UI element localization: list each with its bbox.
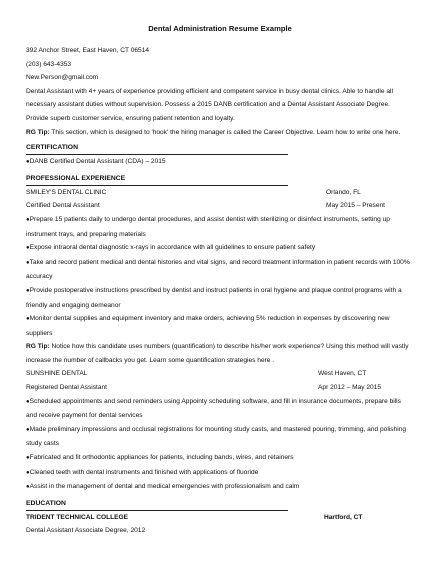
job-location: Orlando, FL: [326, 188, 361, 196]
job-header: [26, 367, 414, 381]
summary-paragraph: Dental Assistant with 4+ years of experience providing efficient and competent service in busy dental clinics. Able to handle all necessary assistant duties without supervision. Possess a 2015 DANB certification and a Dental Assistant Associate Degree. Provide superb customer service, ensuring patient retention and loyalty.: [26, 87, 393, 122]
job-dates: Apr 2012 – May 2015: [318, 384, 382, 392]
bullet-icon: ●: [26, 316, 30, 323]
bullet-icon: ●: [26, 216, 30, 223]
job-role: Registered Dental Assistant: [26, 384, 107, 392]
bullet-icon: ●: [26, 398, 30, 405]
education-header: [26, 511, 414, 525]
job-bullet: Scheduled appointments and send reminders using Appointy scheduling software, and fill in insurance documents, prepare bills and receive payment for dental services: [26, 397, 401, 420]
bullet-icon: ●: [26, 426, 30, 433]
section-heading-experience: PROFESSIONAL EXPERIENCE: [26, 173, 288, 186]
job-bullet: Cleaned teeth with dental instruments and finished with applications of fluoride: [29, 468, 259, 476]
list-item: [26, 312, 414, 340]
contact-phone: (203) 643-4353: [26, 60, 72, 68]
job-header: [26, 186, 414, 200]
document-title: Dental Administration Resume Example: [148, 24, 292, 33]
employer-name: SMILEY'S DENTAL CLINIC: [26, 188, 107, 196]
job-role-row: [26, 381, 414, 395]
bullet-icon: ●: [26, 484, 30, 491]
tip-label: RG Tip:: [26, 128, 50, 136]
bullet-icon: ●: [26, 287, 30, 294]
job-location: West Haven, CT: [318, 370, 367, 378]
list-item: [26, 423, 414, 451]
contact-email: New.Person@gmail.com: [26, 74, 99, 82]
job-bullet: Assist in the management of dental and medical emergencies with professionalism and calm: [29, 483, 300, 491]
certification-item: DANB Certified Dental Assistant (CDA) – 2015: [29, 158, 166, 166]
bullet-icon: ●: [26, 259, 30, 266]
bullet-icon: ●: [26, 455, 30, 462]
employer-name: SUNSHINE DENTAL: [26, 370, 88, 378]
bullet-icon: ●: [26, 469, 30, 476]
section-heading-education: EDUCATION: [26, 498, 288, 511]
job-role-row: [26, 199, 414, 213]
job-bullet: Take and record patient medical and dental histories and vital signs, and record treatment information in patient records with 100% accuracy: [26, 258, 410, 281]
job-bullet: Expose intraoral dental diagnostic x-rays in accordance with all guidelines to ensure patient safety: [29, 244, 316, 252]
tip-quantification: [26, 340, 414, 367]
job-bullet: Made preliminary impressions and occlusal registrations for mounting study casts, and mastered pouring, trimming, and polishing study casts: [26, 425, 407, 448]
school-location: Hartford, CT: [324, 513, 363, 521]
school-name: TRIDENT TECHNICAL COLLEGE: [26, 513, 129, 521]
list-item: [26, 395, 414, 423]
list-item: [26, 451, 414, 466]
tip-career-objective: [26, 126, 414, 140]
degree: Dental Assistant Associate Degree, 2012: [26, 527, 146, 535]
list-item: [26, 241, 414, 256]
contact-address: 392 Anchor Street, East Haven, CT 06514: [26, 47, 150, 54]
job-bullet: Provide postoperative instructions prescribed by dentist and instruct patients in oral hygiene and plaque control programs with a friendly and engaging demeanor: [26, 286, 402, 309]
list-item: [26, 480, 414, 495]
tip-label: RG Tip:: [26, 343, 50, 351]
tip-text: Notice how this candidate uses numbers (quantification) to describe his/her work experience? Using this method will vastly increase the number of callbacks you get. Learn some quantification strategies here .: [26, 343, 409, 364]
list-item: [26, 466, 414, 481]
job-dates: May 2015 – Present: [326, 202, 386, 210]
section-heading-certification: CERTIFICATION: [26, 142, 288, 155]
bullet-icon: ●: [26, 159, 30, 166]
job-role: Certified Dental Assistant: [26, 202, 100, 210]
job-bullet: Monitor dental supplies and equipment inventory and make orders, achieving 5% reduction in expenses by discovering new suppliers: [26, 315, 390, 337]
list-item: [26, 284, 414, 312]
bullet-icon: ●: [26, 245, 30, 252]
list-item: [26, 256, 414, 284]
tip-text: This section, which is designed to 'hook' the hiring manager is called the Career Objective. Learn how to write one here.: [49, 128, 401, 136]
job-bullet: Prepare 15 patients daily to undergo dental procedures, and assist dentist with sterilizing or disinfect instruments, setting up instrument trays, and preparing materials: [26, 215, 390, 238]
list-item: [26, 155, 414, 170]
job-bullet: Fabricated and fit orthodontic appliances for patients, including bands, wires, and retainers: [29, 454, 294, 462]
list-item: [26, 213, 414, 241]
